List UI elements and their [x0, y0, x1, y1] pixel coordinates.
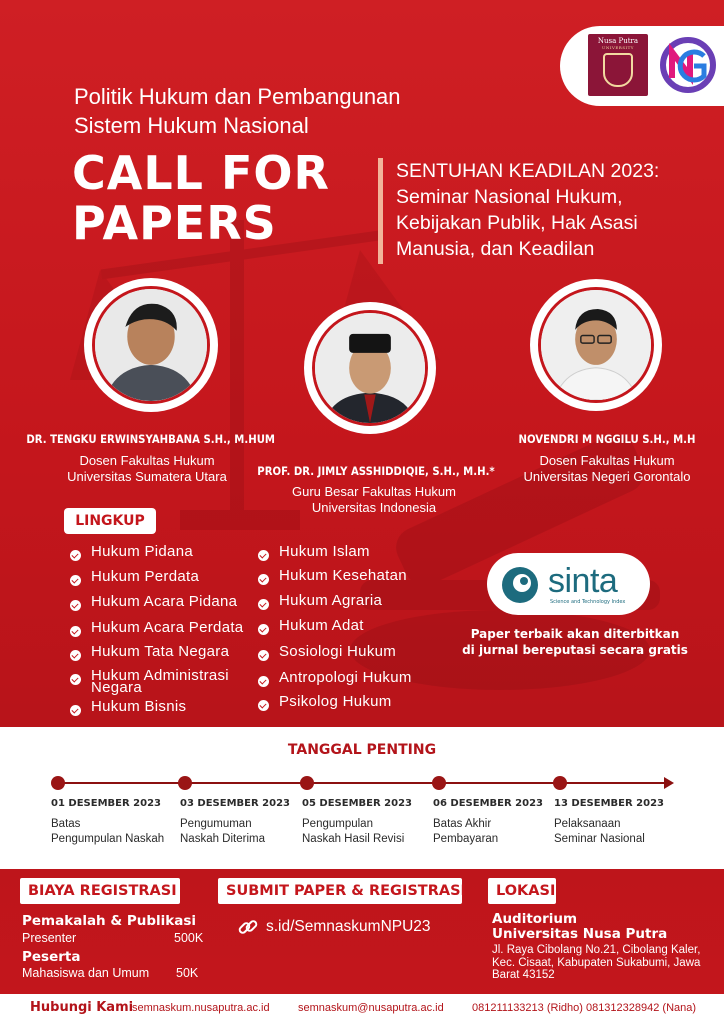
fee-category-1-sub: Presenter — [22, 931, 77, 945]
logo-panel — [560, 26, 724, 106]
timeline-desc-line: Pengumpulan — [302, 818, 373, 830]
person-icon — [315, 313, 425, 423]
speaker-photo-3 — [530, 279, 662, 411]
check-icon — [70, 705, 81, 716]
timeline-desc-line: Batas Akhir — [433, 818, 492, 830]
location-title: LOKASI — [488, 878, 556, 904]
timeline-desc-2 — [180, 817, 265, 847]
contact-footer — [0, 994, 724, 1024]
speaker-1-role-line-1: Dosen Fakultas Hukum — [79, 453, 215, 468]
scope-item: Hukum Pidana — [70, 546, 193, 561]
fee-category-1-price: 500K — [174, 931, 204, 945]
contact-email[interactable]: semnaskum@nusaputra.ac.id — [298, 1002, 444, 1014]
location-name — [492, 912, 667, 942]
timeline-desc-4 — [433, 817, 498, 847]
fee-category-2: Peserta — [22, 949, 81, 965]
check-icon — [258, 624, 269, 635]
check-icon — [70, 600, 81, 611]
dates-title: TANGGAL PENTING — [287, 742, 437, 758]
speaker-photo-2 — [304, 302, 436, 434]
submit-link[interactable]: s.id/SemnaskumNPU23 — [266, 918, 431, 935]
timeline-desc-line: Pengumpulan Naskah — [51, 833, 165, 845]
sinta-caption — [452, 626, 698, 658]
sinta-caption-line-2: di jurnal bereputasi secara gratis — [462, 643, 688, 657]
registration-title: BIAYA REGISTRASI — [20, 878, 180, 904]
speaker-2-name: PROF. DR. JIMLY ASSHIDDIQIE, S.H., M.H.* — [257, 464, 495, 478]
ng-logo-icon — [660, 36, 716, 94]
event-line-1: SENTUHAN KEADILAN 2023: — [396, 160, 660, 182]
timeline-dot — [432, 776, 446, 790]
event-line-4: Manusia, dan Keadilan — [396, 238, 595, 260]
scope-item: Hukum Adat — [258, 620, 364, 635]
scope-item: Hukum Agraria — [258, 595, 382, 610]
timeline-line — [56, 782, 668, 784]
scope-item: Hukum Acara Pidana — [70, 596, 237, 611]
speaker-1-name: DR. TENGKU ERWINSYAHBANA S.H., M.HUM — [26, 432, 275, 446]
event-line-2: Seminar Nasional Hukum, — [396, 186, 623, 208]
location-address: Jl. Raya Cibolang No.21, Cibolang Kaler, Kec. Cisaat, Kabupaten Sukabumi, Jawa Barat 43152 — [492, 944, 701, 981]
scope-item: Hukum Acara Perdata — [70, 622, 243, 637]
speaker-2-role-line-2: Universitas Indonesia — [311, 500, 437, 515]
timeline-dot — [300, 776, 314, 790]
sinta-logo-text: sinta — [548, 562, 618, 600]
timeline-desc-line: Naskah Diterima — [180, 833, 265, 845]
check-icon — [258, 550, 269, 561]
crest-icon — [603, 53, 633, 87]
arrow-right-icon — [664, 777, 674, 789]
person-icon — [95, 289, 207, 401]
logo-nusa-text: Nusa Putra — [597, 37, 639, 45]
theme-subtitle — [74, 82, 401, 140]
timeline-date-1: 01 DESEMBER 2023 — [51, 798, 161, 809]
contact-label: Hubungi Kami — [30, 1000, 134, 1015]
scope-item: Hukum Islam — [258, 546, 370, 561]
person-icon — [541, 290, 651, 400]
speaker-2-role-line-1: Guru Besar Fakultas Hukum — [291, 484, 456, 499]
speaker-avatar-2 — [312, 310, 428, 426]
fee-category-1: Pemakalah & Publikasi — [22, 913, 197, 929]
fee-category-2-sub: Mahasiswa dan Umum — [22, 966, 150, 980]
check-icon — [258, 574, 269, 585]
sinta-logo-subtext: Science and Technology Index — [550, 599, 626, 605]
check-icon — [70, 626, 81, 637]
scope-item: Hukum Bisnis — [70, 701, 186, 716]
event-title — [396, 158, 716, 262]
speaker-1-role-line-2: Universitas Sumatera Utara — [67, 469, 227, 484]
event-line-3: Kebijakan Publik, Hak Asasi — [396, 212, 638, 234]
timeline-dot — [178, 776, 192, 790]
check-icon — [258, 599, 269, 610]
speaker-1-role — [40, 453, 254, 485]
call-for-papers-title — [72, 148, 330, 248]
cfp-line-2: PAPERS — [72, 196, 277, 250]
timeline-dot — [553, 776, 567, 790]
theme-line-1: Politik Hukum dan Pembangunan — [74, 84, 401, 109]
timeline-dot — [51, 776, 65, 790]
speaker-3-role-line-2: Universitas Negeri Gorontalo — [523, 469, 691, 484]
contact-website[interactable]: semnaskum.nusaputra.ac.id — [132, 1002, 270, 1014]
timeline-date-2: 03 DESEMBER 2023 — [180, 798, 290, 809]
cfp-line-1: CALL FOR — [72, 146, 330, 200]
speaker-3-role — [500, 453, 714, 485]
scope-item-continuation: Negara — [91, 679, 142, 696]
theme-line-2: Sistem Hukum Nasional — [74, 113, 309, 138]
logo-nusa-subtext: UNIVERSITY — [602, 45, 634, 50]
timeline-date-3: 05 DESEMBER 2023 — [302, 798, 412, 809]
check-icon — [70, 550, 81, 561]
submit-title: SUBMIT PAPER & REGISTRASI — [218, 878, 462, 904]
speaker-3-name: NOVENDRI M NGGILU S.H., M.H — [518, 432, 696, 446]
important-dates-section — [0, 727, 724, 869]
scope-item: Hukum Tata Negara — [70, 646, 229, 661]
link-icon — [237, 916, 259, 938]
speaker-photo-1 — [84, 278, 218, 412]
location-name-line-1: Auditorium — [492, 911, 578, 927]
scope-item: Hukum Kesehatan — [258, 570, 407, 585]
check-icon — [70, 650, 81, 661]
check-icon — [258, 700, 269, 711]
speaker-2-role — [270, 484, 478, 516]
scope-item: Sosiologi Hukum — [258, 646, 396, 661]
title-divider — [378, 158, 383, 264]
speaker-avatar-1 — [92, 286, 210, 404]
sinta-caption-line-1: Paper terbaik akan diterbitkan — [470, 627, 680, 641]
fee-category-2-price: 50K — [176, 966, 199, 980]
timeline-desc-3 — [302, 817, 404, 847]
timeline-desc-line: Pengumuman — [180, 818, 252, 830]
timeline-desc-line: Pelaksanaan — [554, 818, 621, 830]
scope-title: LINGKUP — [64, 508, 156, 534]
scope-item: Antropologi Hukum — [258, 672, 412, 687]
timeline-date-5: 13 DESEMBER 2023 — [554, 798, 664, 809]
timeline-desc-line: Naskah Hasil Revisi — [302, 833, 405, 845]
contact-phones: 081211133213 (Ridho) 081312328942 (Nana) — [472, 1002, 697, 1014]
scope-item: Psikolog Hukum — [258, 696, 392, 711]
check-icon — [70, 575, 81, 586]
timeline-date-4: 06 DESEMBER 2023 — [433, 798, 543, 809]
check-icon — [258, 650, 269, 661]
location-name-line-2: Universitas Nusa Putra — [492, 926, 668, 942]
speaker-avatar-3 — [538, 287, 654, 403]
timeline-desc-1 — [51, 817, 164, 847]
sinta-logo-icon — [500, 565, 540, 605]
speaker-3-role-line-1: Dosen Fakultas Hukum — [539, 453, 675, 468]
timeline-desc-line: Batas — [51, 818, 81, 830]
timeline-desc-5 — [554, 817, 645, 847]
scope-item: Hukum Administrasi — [70, 670, 229, 685]
check-icon — [258, 676, 269, 687]
check-icon — [70, 674, 81, 685]
scope-item: Hukum Perdata — [70, 571, 199, 586]
timeline-desc-line: Seminar Nasional — [554, 833, 645, 845]
nusa-putra-logo — [588, 34, 648, 96]
timeline-desc-line: Pembayaran — [433, 833, 499, 845]
